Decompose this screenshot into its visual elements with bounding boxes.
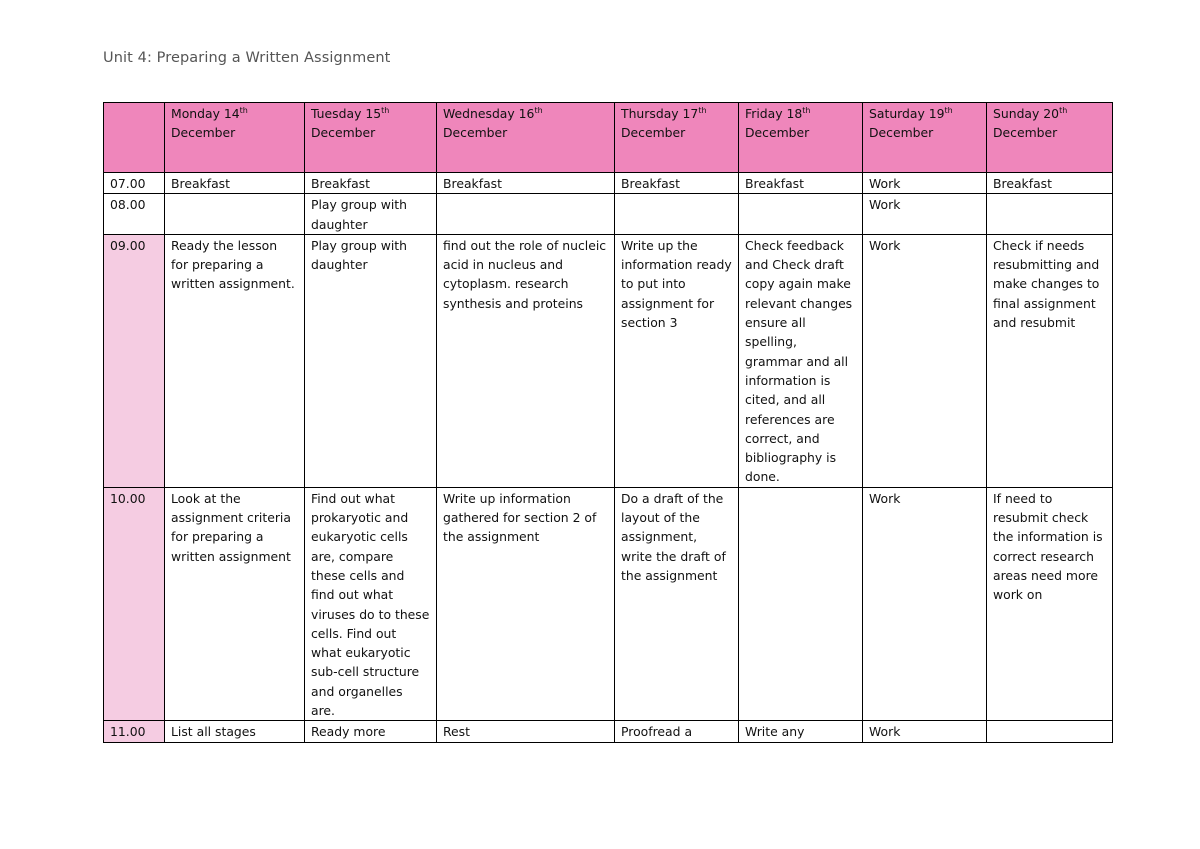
schedule-cell: Rest — [437, 721, 615, 742]
schedule-row-1100 — [104, 721, 1113, 742]
schedule-cell: Look at the assignment criteria for preparing a written assignment — [165, 487, 305, 721]
schedule-cell — [987, 721, 1113, 742]
schedule-cell: Work — [863, 234, 987, 487]
day-suffix: th — [802, 106, 811, 115]
schedule-cell: Work — [863, 194, 987, 235]
weekly-schedule-table — [103, 102, 1113, 743]
schedule-cell — [739, 487, 863, 721]
schedule-cell: Do a draft of the layout of the assignment, write the draft of the assignment — [615, 487, 739, 721]
schedule-row-0800 — [104, 194, 1113, 235]
schedule-cell — [739, 194, 863, 235]
month-name: December — [993, 125, 1058, 141]
schedule-cell: Ready the lesson for preparing a written assignment. — [165, 234, 305, 487]
day-header-wednesday — [437, 103, 615, 173]
time-cell: 08.00 — [104, 194, 165, 235]
month-name: December — [171, 125, 236, 141]
schedule-cell: Breakfast — [987, 173, 1113, 194]
schedule-cell: Check feedback and Check draft copy again make relevant changes ensure all spelling, grammar and all information is cited, and all references are correct, and bibliography is done. — [739, 234, 863, 487]
schedule-cell: Play group with daughter — [305, 194, 437, 235]
schedule-row-0700 — [104, 173, 1113, 194]
day-name: Thursday 17 — [621, 106, 699, 121]
schedule-cell: Breakfast — [739, 173, 863, 194]
time-cell: 09.00 — [104, 234, 165, 487]
month-name: December — [745, 125, 810, 141]
day-suffix: th — [698, 106, 707, 115]
schedule-cell: Breakfast — [165, 173, 305, 194]
schedule-cell: Breakfast — [305, 173, 437, 194]
day-suffix: th — [944, 106, 953, 115]
schedule-cell: Proofread a — [615, 721, 739, 742]
schedule-cell: find out the role of nucleic acid in nucleus and cytoplasm. research synthesis and proteins — [437, 234, 615, 487]
schedule-cell: Breakfast — [437, 173, 615, 194]
schedule-cell — [165, 194, 305, 235]
day-header-tuesday — [305, 103, 437, 173]
schedule-cell: Work — [863, 487, 987, 721]
schedule-row-1000 — [104, 487, 1113, 721]
schedule-cell: Breakfast — [615, 173, 739, 194]
month-name: December — [621, 125, 686, 141]
day-name: Friday 18 — [745, 106, 803, 121]
day-header-friday — [739, 103, 863, 173]
month-name: December — [443, 125, 508, 141]
day-header-sunday — [987, 103, 1113, 173]
schedule-cell: Check if needs resubmitting and make changes to final assignment and resubmit — [987, 234, 1113, 487]
month-name: December — [311, 125, 376, 141]
day-header-saturday — [863, 103, 987, 173]
time-cell: 07.00 — [104, 173, 165, 194]
day-name: Monday 14 — [171, 106, 240, 121]
day-suffix: th — [381, 106, 390, 115]
day-name: Tuesday 15 — [311, 106, 382, 121]
time-header-cell — [104, 103, 165, 173]
day-name: Wednesday 16 — [443, 106, 535, 121]
schedule-cell — [615, 194, 739, 235]
schedule-row-0900 — [104, 234, 1113, 487]
schedule-cell: Write up information gathered for section 2 of the assignment — [437, 487, 615, 721]
schedule-cell: Work — [863, 173, 987, 194]
day-header-monday — [165, 103, 305, 173]
schedule-cell — [437, 194, 615, 235]
schedule-cell: List all stages — [165, 721, 305, 742]
document-title: Unit 4: Preparing a Written Assignment — [103, 50, 391, 66]
schedule-cell: Ready more — [305, 721, 437, 742]
day-suffix: th — [1059, 106, 1068, 115]
schedule-cell: Play group with daughter — [305, 234, 437, 487]
time-cell: 11.00 — [104, 721, 165, 742]
schedule-cell: Write up the information ready to put into assignment for section 3 — [615, 234, 739, 487]
schedule-cell: Write any — [739, 721, 863, 742]
day-header-thursday — [615, 103, 739, 173]
month-name: December — [869, 125, 934, 141]
schedule-cell: Work — [863, 721, 987, 742]
day-name: Sunday 20 — [993, 106, 1060, 121]
time-cell: 10.00 — [104, 487, 165, 721]
header-row — [104, 103, 1113, 173]
day-name: Saturday 19 — [869, 106, 945, 121]
day-suffix: th — [534, 106, 543, 115]
schedule-cell: Find out what prokaryotic and eukaryotic cells are, compare these cells and find out what viruses do to these cells. Find out what eukaryotic sub-cell structure and organelles are. — [305, 487, 437, 721]
day-suffix: th — [239, 106, 248, 115]
schedule-cell: If need to resubmit check the information is correct research areas need more work on — [987, 487, 1113, 721]
schedule-cell — [987, 194, 1113, 235]
